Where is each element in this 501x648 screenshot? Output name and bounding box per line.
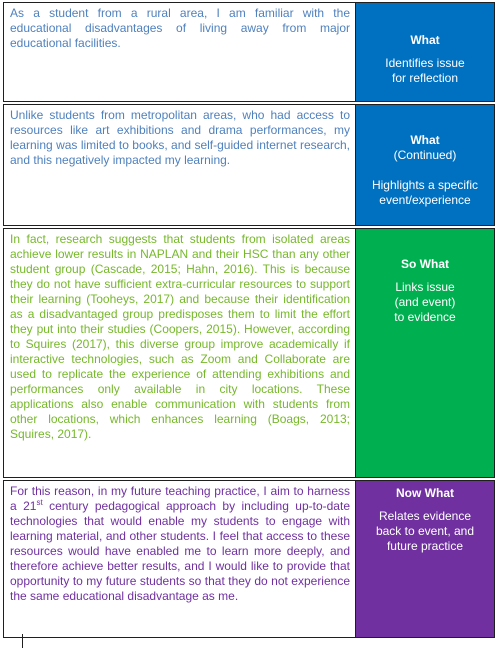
text-part: For this reason, in my future teaching practice, I aim to harness a 21 xyxy=(10,484,350,513)
stage-description-line: to evidence xyxy=(394,310,456,324)
reflection-text-what: As a student from a rural area, I am familiar with the educational disadvantages of living away from major educational facilities. xyxy=(4,3,356,101)
reflection-text-so-what: In fact, research suggests that students from isolated areas achieve lower results in NAPLAN and their HSC than any other student group (Cascade, 2015; Hahn, 2016). This is because they do not have sufficient extra-curricular resources to support their learning (Tooheys, 2017) and because their identification as a disadvantaged group predisposes them to limit the effort they put into their studies (Coopers, 2015). However, according to Squires (2017), this diverse group improve academically if interactive technologies, such as Zoom and Collaborate are used to replicate the experience of attending exhibitions and performances only available in city locations. These applications also enable communication with students from other locations, which enhances learning (Boags, 2013; Squires, 2017). xyxy=(4,229,356,477)
stage-title: So What xyxy=(401,257,449,271)
stage-description-line: (Continued) xyxy=(393,148,457,162)
page-border-line xyxy=(22,634,23,648)
stage-title: What xyxy=(410,133,440,147)
stage-label-what-continued xyxy=(356,105,494,225)
superscript: st xyxy=(36,498,43,507)
stage-description-line: Highlights a specific xyxy=(371,178,479,192)
stage-description-line: (and event) xyxy=(394,295,456,309)
stage-description-line: back to event, and xyxy=(375,524,475,538)
stage-label-so-what xyxy=(356,229,494,477)
table-row-now-what xyxy=(3,480,495,638)
table-row-so-what xyxy=(3,228,495,478)
reflection-text-what-continued: Unlike students from metropolitan areas, who had access to resources like art exhibitions and drama performances, my learning was limited to books, and self-guided internet research, and this negatively impacted my learning. xyxy=(4,105,356,225)
reflection-table xyxy=(3,2,495,638)
stage-description-line: Relates evidence xyxy=(378,509,472,523)
table-row-what-continued xyxy=(3,104,495,226)
stage-description-line: event/experience xyxy=(379,193,471,207)
stage-description-line: Identifies issue xyxy=(385,56,465,70)
stage-label-now-what xyxy=(356,481,494,637)
stage-title: What xyxy=(410,33,440,47)
stage-description-line: Links issue xyxy=(395,280,455,294)
text-part: century pedagogical approach by including up-to-date technologies that would enable my students to engage with learning material, and other students. I feel that access to these resources would have enabled me to learn more deeply, and therefore achieve better results, and I would like to provide that opportunity to my future students so that they do not experience the same educational disadvantage as me. xyxy=(10,499,350,603)
stage-label-what xyxy=(356,3,494,101)
stage-title: Now What xyxy=(396,486,454,500)
table-row-what xyxy=(3,2,495,102)
reflection-text-now-what xyxy=(4,481,356,637)
stage-description-line: for reflection xyxy=(391,71,459,85)
stage-description-line: future practice xyxy=(386,539,464,553)
